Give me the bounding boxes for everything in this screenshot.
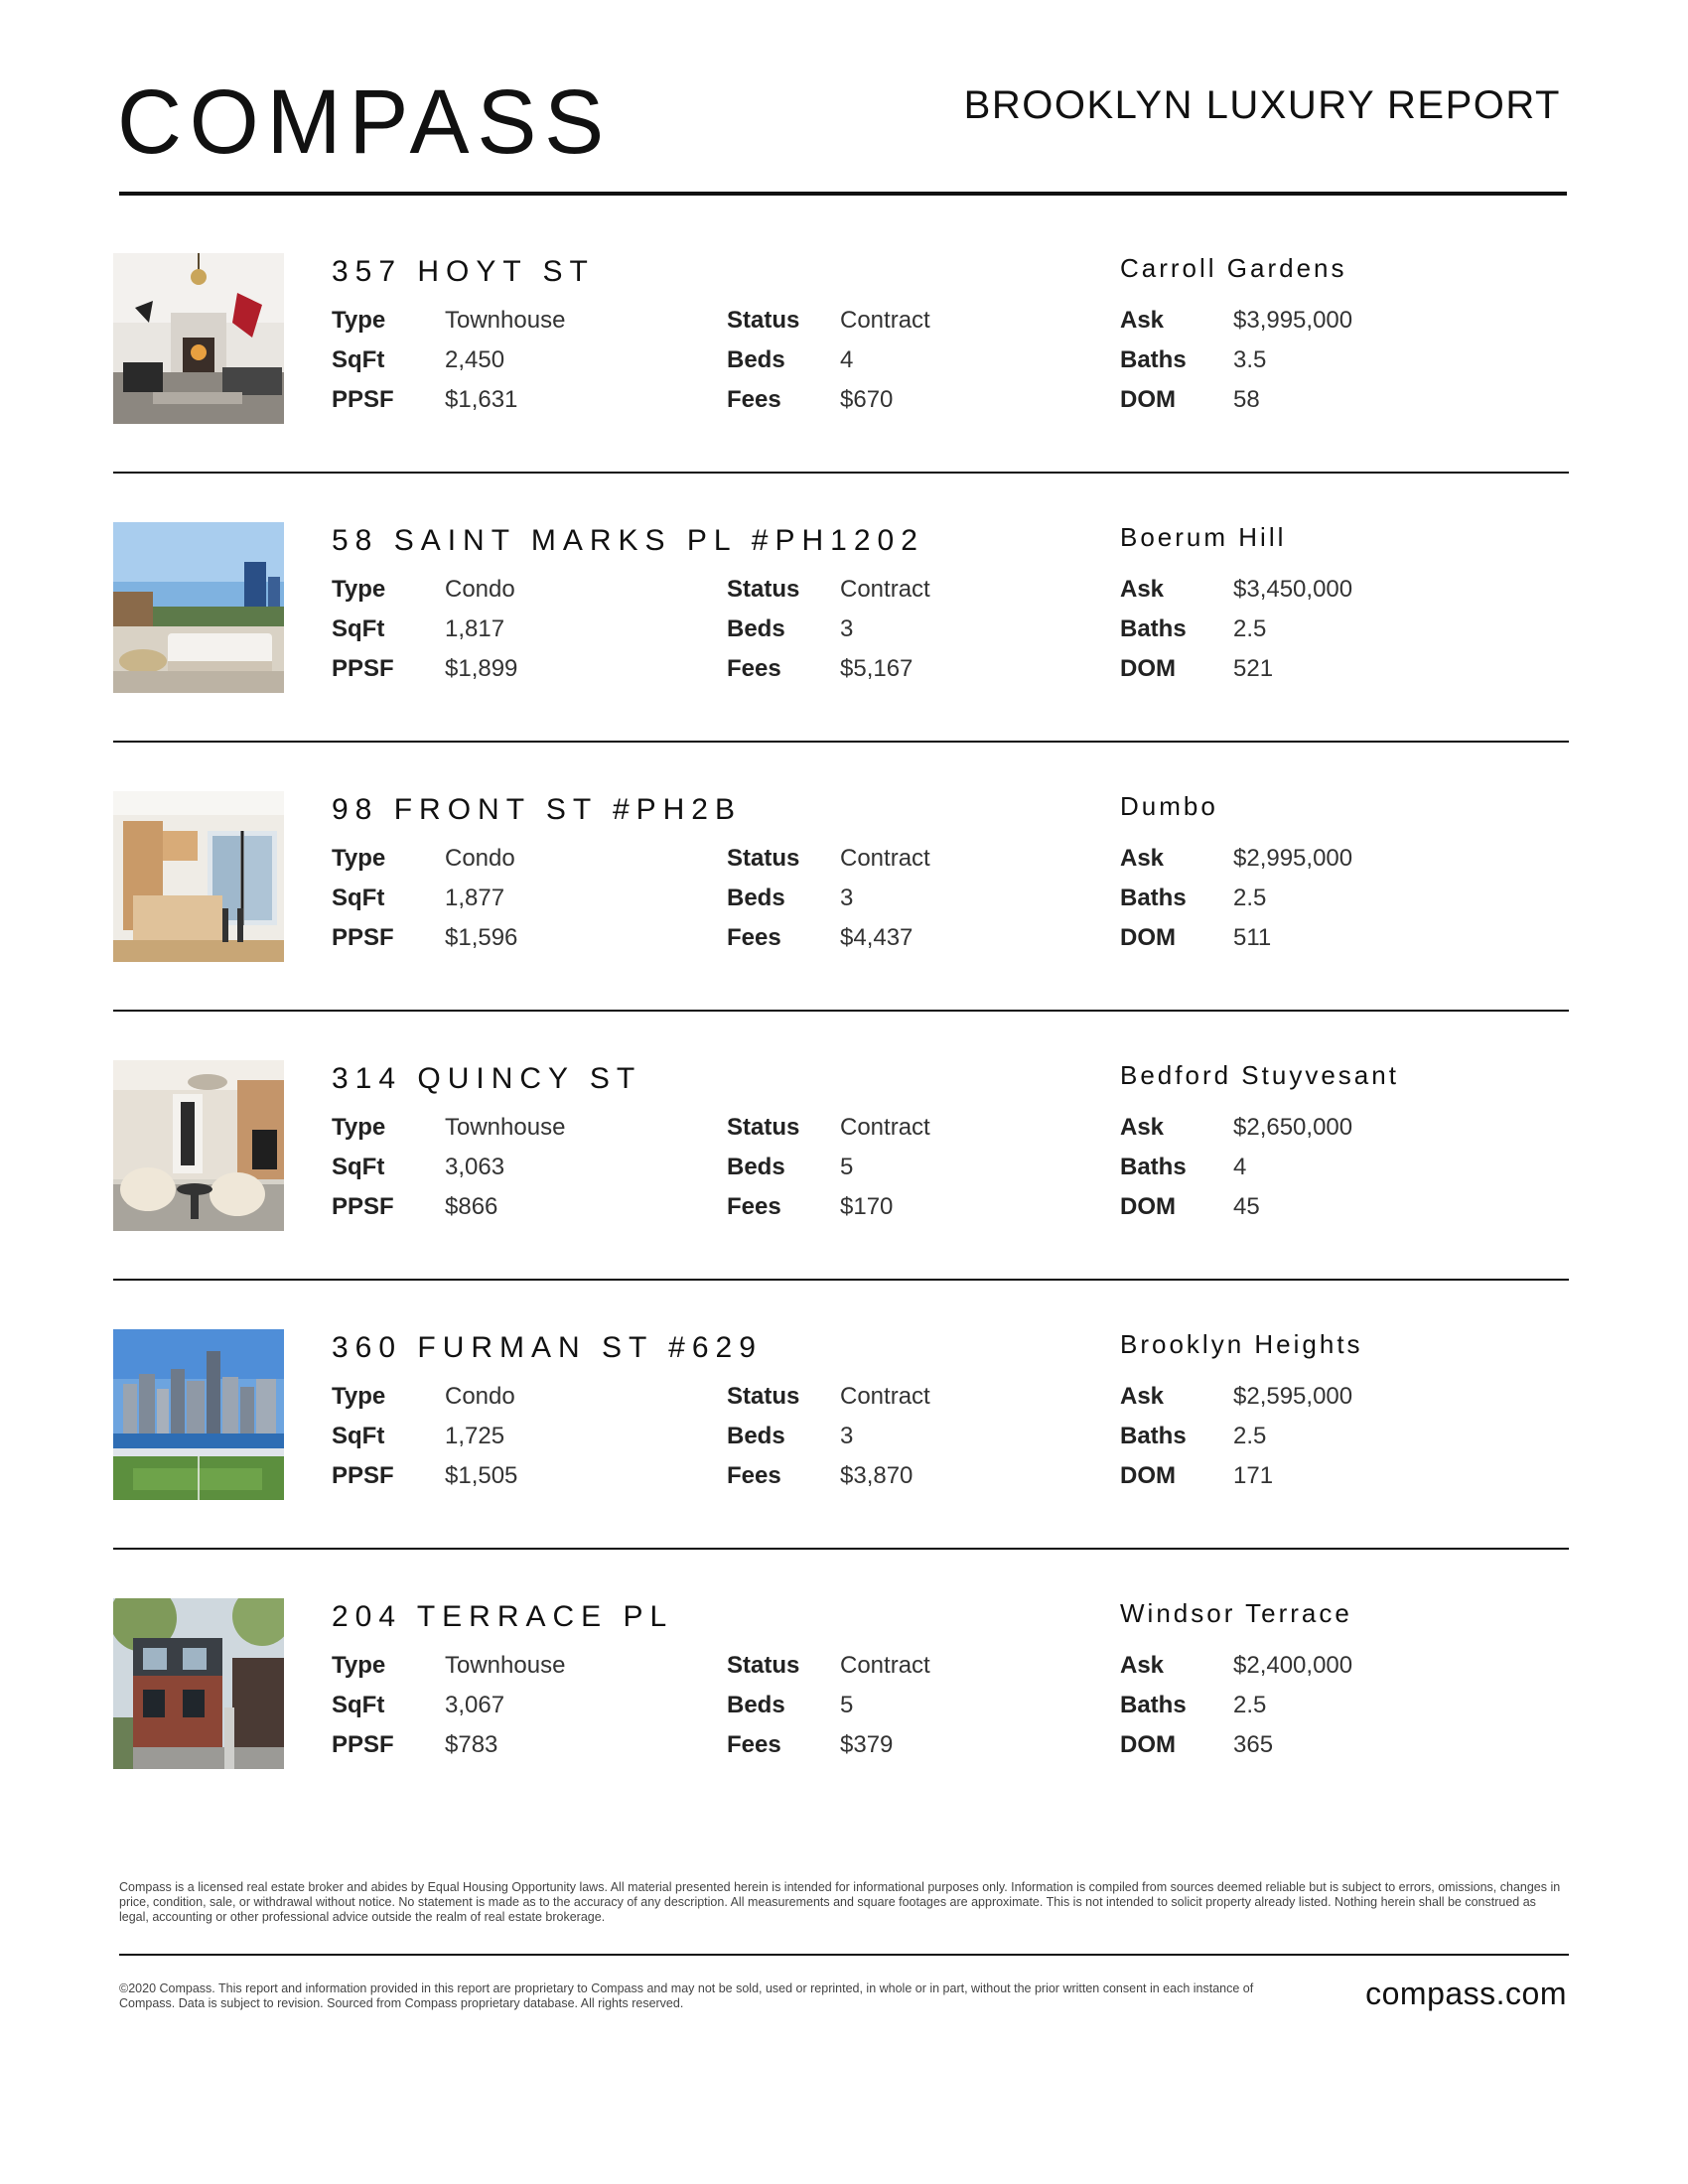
field-label-baths: Baths [1120,1692,1187,1718]
copyright-notice: ©2020 Compass. This report and information provided in this report are proprietary to Compass and may not be sold, used or reprinted, in whole or in part, without the prior written consent in each instance of Compass. Data is subject to revision. Sourced from Compass proprietary database. All rights reserved. [119,1981,1254,2010]
field-label-dom: DOM [1120,386,1176,413]
facade-photo [113,1598,284,1769]
listing-address: 314 QUINCY ST [332,1062,642,1095]
listing-neighborhood: Dumbo [1120,791,1218,821]
field-value-ppsf: $1,631 [445,386,518,413]
field-label-dom: DOM [1120,655,1176,682]
listing-card [113,522,1569,788]
field-value-beds: 5 [840,1154,854,1180]
field-value-dom: 511 [1233,924,1272,951]
field-value-ppsf: $1,596 [445,924,518,951]
field-value-fees: $5,167 [840,655,914,682]
field-label-fees: Fees [727,924,781,951]
listing-address: 98 FRONT ST #PH2B [332,793,742,826]
field-value-baths: 2.5 [1233,885,1267,911]
field-value-type: Townhouse [445,1652,566,1679]
field-label-sqft: SqFt [332,346,385,373]
field-value-ask: $3,450,000 [1233,576,1353,603]
listing-neighborhood: Windsor Terrace [1120,1598,1352,1628]
field-value-dom: 45 [1233,1193,1260,1220]
header-divider [119,192,1567,196]
field-value-sqft: 1,877 [445,885,505,911]
field-value-fees: $170 [840,1193,894,1220]
field-value-baths: 2.5 [1233,1423,1267,1449]
field-value-type: Condo [445,1383,515,1410]
field-value-fees: $670 [840,386,894,413]
field-label-baths: Baths [1120,1423,1187,1449]
compass-logo-text: COMPASS [117,71,612,167]
field-value-ppsf: $1,505 [445,1462,518,1489]
field-value-ppsf: $783 [445,1731,498,1758]
field-value-dom: 521 [1233,655,1274,682]
field-label-type: Type [332,307,386,334]
field-value-ask: $3,995,000 [1233,307,1353,334]
listing-divider [113,1010,1569,1012]
listing-address: 204 TERRACE PL [332,1600,674,1633]
field-label-fees: Fees [727,386,781,413]
field-value-type: Condo [445,576,515,603]
field-label-ask: Ask [1120,1383,1165,1410]
field-label-fees: Fees [727,1731,781,1758]
listing-address: 357 HOYT ST [332,255,595,288]
field-label-type: Type [332,845,386,872]
field-label-type: Type [332,1652,386,1679]
field-label-fees: Fees [727,1193,781,1220]
field-label-sqft: SqFt [332,615,385,642]
field-label-status: Status [727,1114,800,1141]
website-link[interactable]: compass.com [1365,1976,1567,2011]
compass-logo [117,71,614,167]
field-value-dom: 171 [1233,1462,1274,1489]
listing-divider [113,1279,1569,1281]
listing-card [113,791,1569,1057]
listing-address: 58 SAINT MARKS PL #PH1202 [332,524,924,557]
field-value-status: Contract [840,1652,930,1679]
field-label-sqft: SqFt [332,885,385,911]
living-room-photo [113,253,284,424]
footer-divider [119,1954,1569,1956]
field-value-beds: 3 [840,1423,854,1449]
field-label-ppsf: PPSF [332,924,394,951]
field-value-ppsf: $1,899 [445,655,518,682]
terrace-photo [113,522,284,693]
field-value-beds: 3 [840,615,854,642]
field-label-dom: DOM [1120,1193,1176,1220]
field-label-sqft: SqFt [332,1154,385,1180]
field-label-baths: Baths [1120,615,1187,642]
field-value-beds: 5 [840,1692,854,1718]
field-value-baths: 2.5 [1233,615,1267,642]
field-value-fees: $4,437 [840,924,914,951]
field-label-type: Type [332,1383,386,1410]
field-value-sqft: 1,817 [445,615,505,642]
field-value-ask: $2,400,000 [1233,1652,1353,1679]
field-label-baths: Baths [1120,346,1187,373]
field-value-beds: 4 [840,346,854,373]
field-label-status: Status [727,576,800,603]
listing-card [113,1060,1569,1326]
skyline-photo [113,1329,284,1500]
field-value-dom: 365 [1233,1731,1274,1758]
field-label-baths: Baths [1120,1154,1187,1180]
field-value-status: Contract [840,845,930,872]
parlor-photo [113,1060,284,1231]
listing-divider [113,1548,1569,1550]
field-label-sqft: SqFt [332,1692,385,1718]
field-label-beds: Beds [727,1692,785,1718]
field-label-beds: Beds [727,615,785,642]
field-label-status: Status [727,307,800,334]
report-title: BROOKLYN LUXURY REPORT [963,83,1561,127]
listing-divider [113,472,1569,474]
field-label-baths: Baths [1120,885,1187,911]
field-value-status: Contract [840,1114,930,1141]
field-value-ask: $2,650,000 [1233,1114,1353,1141]
field-value-beds: 3 [840,885,854,911]
field-label-beds: Beds [727,1154,785,1180]
field-value-sqft: 3,067 [445,1692,505,1718]
field-value-ppsf: $866 [445,1193,498,1220]
field-label-beds: Beds [727,885,785,911]
field-label-ppsf: PPSF [332,1462,394,1489]
listing-address: 360 FURMAN ST #629 [332,1331,763,1364]
field-label-ask: Ask [1120,1652,1165,1679]
field-label-dom: DOM [1120,1462,1176,1489]
field-label-fees: Fees [727,655,781,682]
field-label-ppsf: PPSF [332,1193,394,1220]
field-value-type: Condo [445,845,515,872]
listing-card [113,1598,1569,1864]
listing-card [113,253,1569,519]
field-label-status: Status [727,1383,800,1410]
field-label-dom: DOM [1120,1731,1176,1758]
field-label-ppsf: PPSF [332,655,394,682]
field-label-ask: Ask [1120,1114,1165,1141]
field-label-ask: Ask [1120,307,1165,334]
field-value-baths: 4 [1233,1154,1247,1180]
field-label-ask: Ask [1120,576,1165,603]
field-value-ask: $2,595,000 [1233,1383,1353,1410]
field-label-fees: Fees [727,1462,781,1489]
listing-neighborhood: Carroll Gardens [1120,253,1347,283]
listing-divider [113,741,1569,743]
field-value-status: Contract [840,1383,930,1410]
field-value-sqft: 1,725 [445,1423,505,1449]
field-value-baths: 3.5 [1233,346,1267,373]
field-value-type: Townhouse [445,1114,566,1141]
field-value-baths: 2.5 [1233,1692,1267,1718]
field-value-ask: $2,995,000 [1233,845,1353,872]
listing-neighborhood: Brooklyn Heights [1120,1329,1363,1359]
field-label-type: Type [332,1114,386,1141]
field-label-beds: Beds [727,1423,785,1449]
field-label-beds: Beds [727,346,785,373]
field-label-status: Status [727,845,800,872]
listing-neighborhood: Bedford Stuyvesant [1120,1060,1399,1090]
field-label-status: Status [727,1652,800,1679]
field-value-dom: 58 [1233,386,1260,413]
field-label-ppsf: PPSF [332,386,394,413]
kitchen-photo [113,791,284,962]
field-label-ask: Ask [1120,845,1165,872]
field-label-type: Type [332,576,386,603]
field-label-ppsf: PPSF [332,1731,394,1758]
field-value-sqft: 2,450 [445,346,505,373]
field-value-status: Contract [840,307,930,334]
listing-card [113,1329,1569,1595]
field-value-type: Townhouse [445,307,566,334]
listing-neighborhood: Boerum Hill [1120,522,1287,552]
legal-disclaimer: Compass is a licensed real estate broker and abides by Equal Housing Opportunity laws. All material presented herein is intended for informational purposes only. Information is compiled from sources deemed reliable but is subject to errors, omissions, changes in price, condition, sale, or withdrawal without notice. No statement is made as to the accuracy of any description. All measurements and square footages are approximate. This is not intended to solicit property already listed. Nothing herein shall be construed as legal, accounting or other professional advice outside the realm of real estate brokerage. [119,1880,1561,1924]
field-label-sqft: SqFt [332,1423,385,1449]
field-value-fees: $3,870 [840,1462,914,1489]
field-value-fees: $379 [840,1731,894,1758]
field-label-dom: DOM [1120,924,1176,951]
field-value-sqft: 3,063 [445,1154,505,1180]
field-value-status: Contract [840,576,930,603]
